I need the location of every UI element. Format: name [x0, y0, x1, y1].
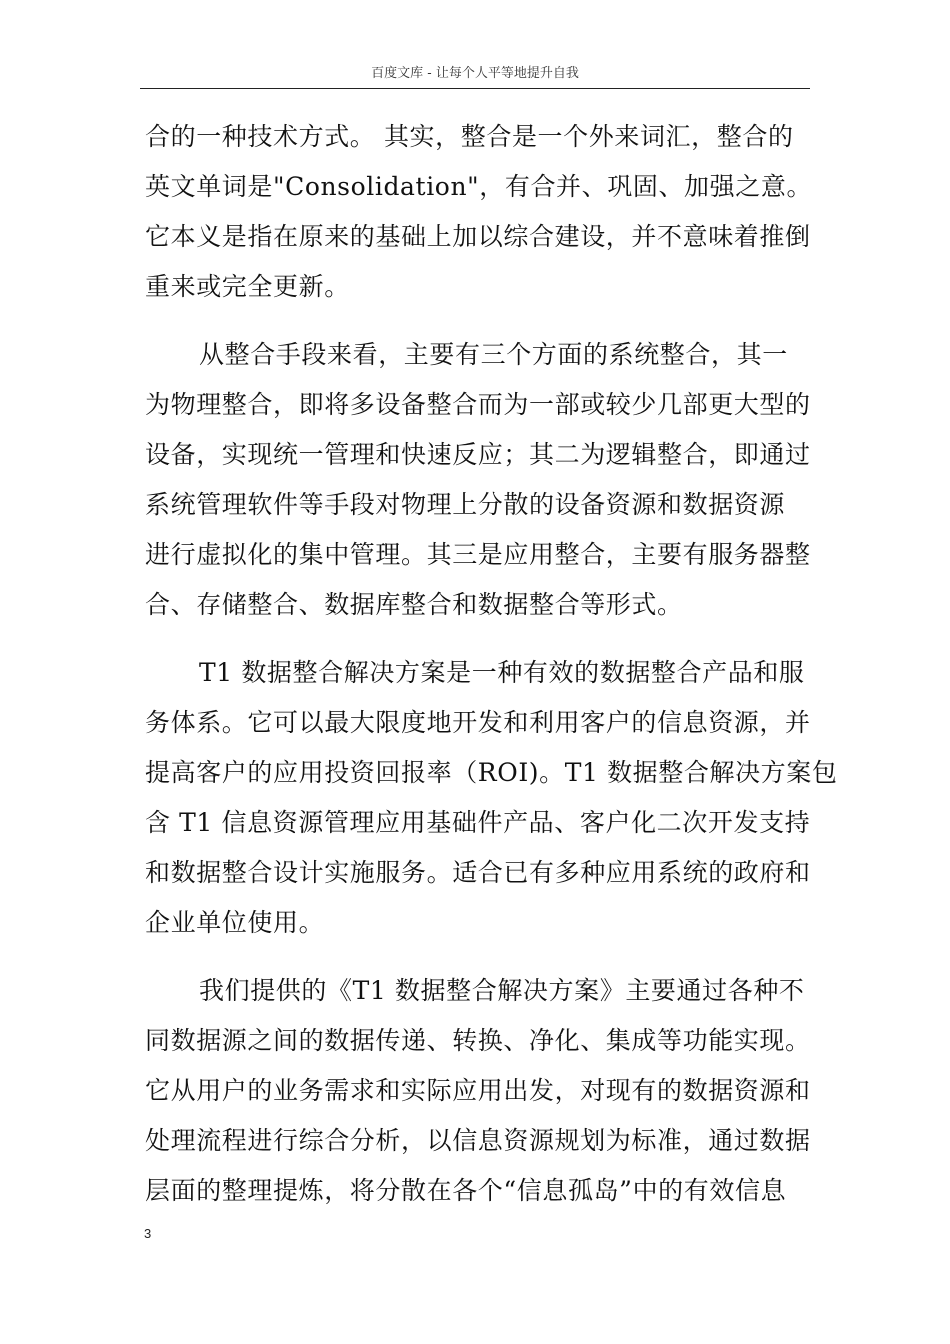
paragraph-3 [145, 648, 838, 948]
text-line: 合的一种技术方式。 其实，整合是一个外来词汇，整合的 [145, 122, 794, 151]
text-line: 提高客户的应用投资回报率（ROI)。T1 数据整合解决方案包 [145, 758, 838, 787]
text-line: 英文单词是"Consolidation"，有合并、巩固、加强之意。 [145, 172, 813, 201]
text-line: 我们提供的《T1 数据整合解决方案》主要通过各种不 [199, 976, 805, 1005]
text-line: 它本义是指在原来的基础上加以综合建设，并不意味着推倒 [145, 222, 811, 251]
page-number: 3 [144, 1226, 152, 1241]
text-line: 合、存储整合、数据库整合和数据整合等形式。 [145, 590, 683, 619]
text-line: 从整合手段来看，主要有三个方面的系统整合，其一 [199, 340, 788, 369]
text-line: 处理流程进行综合分析，以信息资源规划为标准，通过数据 [145, 1126, 811, 1155]
paragraph-4 [145, 966, 825, 1216]
page-header [140, 60, 810, 89]
text-line: 系统管理软件等手段对物理上分散的设备资源和数据资源 [145, 490, 786, 519]
text-line: 和数据整合设计实施服务。适合已有多种应用系统的政府和 [145, 858, 811, 887]
text-line: 设备，实现统一管理和快速反应；其二为逻辑整合，即通过 [145, 440, 811, 469]
text-line: 进行虚拟化的集中管理。其三是应用整合，主要有服务器整 [145, 540, 811, 569]
text-line: 同数据源之间的数据传递、转换、净化、集成等功能实现。 [145, 1026, 811, 1055]
document-body [145, 112, 838, 1216]
text-line: 层面的整理提炼，将分散在各个“信息孤岛”中的有效信息 [145, 1176, 787, 1205]
text-line: 重来或完全更新。 [145, 272, 350, 301]
text-line: 为物理整合，即将多设备整合而为一部或较少几部更大型的 [145, 390, 811, 419]
text-line: T1 数据整合解决方案是一种有效的数据整合产品和服 [199, 658, 805, 687]
text-line: 务体系。它可以最大限度地开发和利用客户的信息资源，并 [145, 708, 811, 737]
header-title: 百度文库 - 让每个人平等地提升自我 [371, 66, 579, 81]
text-line: 含 T1 信息资源管理应用基础件产品、客户化二次开发支持 [145, 808, 811, 837]
text-line: 它从用户的业务需求和实际应用出发，对现有的数据资源和 [145, 1076, 811, 1105]
paragraph-2 [145, 330, 825, 630]
text-line: 企业单位使用。 [145, 908, 325, 937]
paragraph-1 [145, 112, 825, 312]
